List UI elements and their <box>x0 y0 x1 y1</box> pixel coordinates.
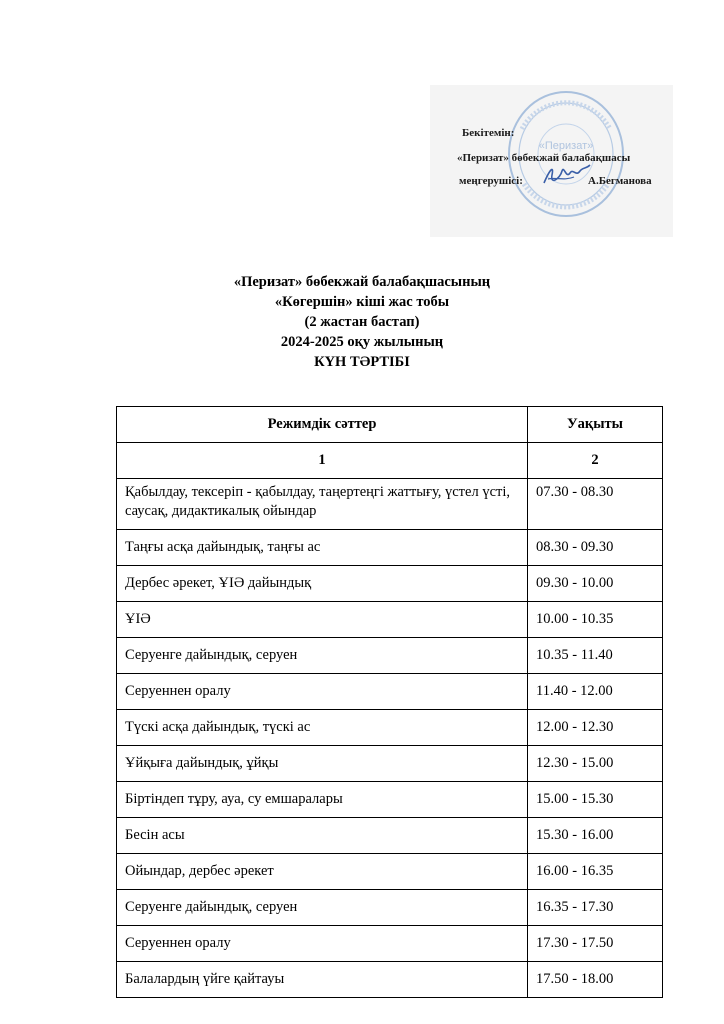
activity-cell: Бесін асы <box>117 818 528 854</box>
table-row <box>117 566 663 602</box>
heading-line-3: (2 жастан бастап) <box>304 314 420 330</box>
column-number-1: 1 <box>117 443 528 479</box>
approval-block <box>430 85 673 237</box>
time-cell: 07.30 - 08.30 <box>528 479 663 530</box>
activity-cell: Серуенге дайындық, серуен <box>117 890 528 926</box>
time-cell: 16.00 - 16.35 <box>528 854 663 890</box>
table-row <box>117 926 663 962</box>
table-row <box>117 602 663 638</box>
time-cell: 11.40 - 12.00 <box>528 674 663 710</box>
heading-line-4: 2024-2025 оқу жылының <box>280 334 444 350</box>
activity-cell: Серуеннен оралу <box>117 926 528 962</box>
activity-cell: Серуенге дайындық, серуен <box>117 638 528 674</box>
activity-cell: Таңғы асқа дайындық, таңғы ас <box>117 530 528 566</box>
activity-cell: Дербес әрекет, ҰІӘ дайындық <box>117 566 528 602</box>
activity-cell: Біртіндеп тұру, ауа, су емшаралары <box>117 782 528 818</box>
time-cell: 16.35 - 17.30 <box>528 890 663 926</box>
heading-line-1: «Перизат» бөбекжай балабақшасының <box>233 274 491 290</box>
time-cell: 15.00 - 15.30 <box>528 782 663 818</box>
header-activity: Режимдік сәттер <box>117 407 528 443</box>
table-row <box>117 746 663 782</box>
table-header-row <box>117 407 663 443</box>
time-cell: 09.30 - 10.00 <box>528 566 663 602</box>
signature-icon <box>540 159 592 189</box>
activity-cell: Балалардың үйге қайтауы <box>117 962 528 998</box>
time-cell: 15.30 - 16.00 <box>528 818 663 854</box>
heading-line-5: КҮН ТӘРТІБІ <box>314 354 410 370</box>
table-row <box>117 818 663 854</box>
approval-line-3-name: А.Бегманова <box>588 175 652 187</box>
table-row <box>117 638 663 674</box>
activity-cell: Ойындар, дербес әрекет <box>117 854 528 890</box>
document-heading <box>0 272 724 372</box>
table-row <box>117 854 663 890</box>
activity-cell: ҰІӘ <box>117 602 528 638</box>
table-row <box>117 479 663 530</box>
column-number-2: 2 <box>528 443 663 479</box>
time-cell: 10.00 - 10.35 <box>528 602 663 638</box>
table-row <box>117 962 663 998</box>
header-time: Уақыты <box>528 407 663 443</box>
approval-line-1: Бекітемін: <box>462 127 515 139</box>
time-cell: 17.50 - 18.00 <box>528 962 663 998</box>
column-number-row <box>117 443 663 479</box>
svg-text:«Перизат»: «Перизат» <box>538 140 594 152</box>
approval-line-3-label: меңгерушісі: <box>459 175 523 187</box>
table-row <box>117 782 663 818</box>
time-cell: 12.00 - 12.30 <box>528 710 663 746</box>
schedule-table <box>116 406 663 998</box>
time-cell: 17.30 - 17.50 <box>528 926 663 962</box>
table-row <box>117 674 663 710</box>
activity-cell: Ұйқыға дайындық, ұйқы <box>117 746 528 782</box>
heading-line-2: «Көгершін» кіші жас тобы <box>274 294 450 310</box>
activity-cell: Қабылдау, тексеріп - қабылдау, таңертеңгі жаттығу, үстел үсті, саусақ, дидактикалық ойындар <box>117 479 528 530</box>
activity-cell: Түскі асқа дайындық, түскі ас <box>117 710 528 746</box>
time-cell: 08.30 - 09.30 <box>528 530 663 566</box>
table-row <box>117 710 663 746</box>
table-row <box>117 530 663 566</box>
time-cell: 12.30 - 15.00 <box>528 746 663 782</box>
approval-line-2: «Перизат» бөбекжай балабақшасы <box>457 152 631 164</box>
table-row <box>117 890 663 926</box>
time-cell: 10.35 - 11.40 <box>528 638 663 674</box>
activity-cell: Серуеннен оралу <box>117 674 528 710</box>
